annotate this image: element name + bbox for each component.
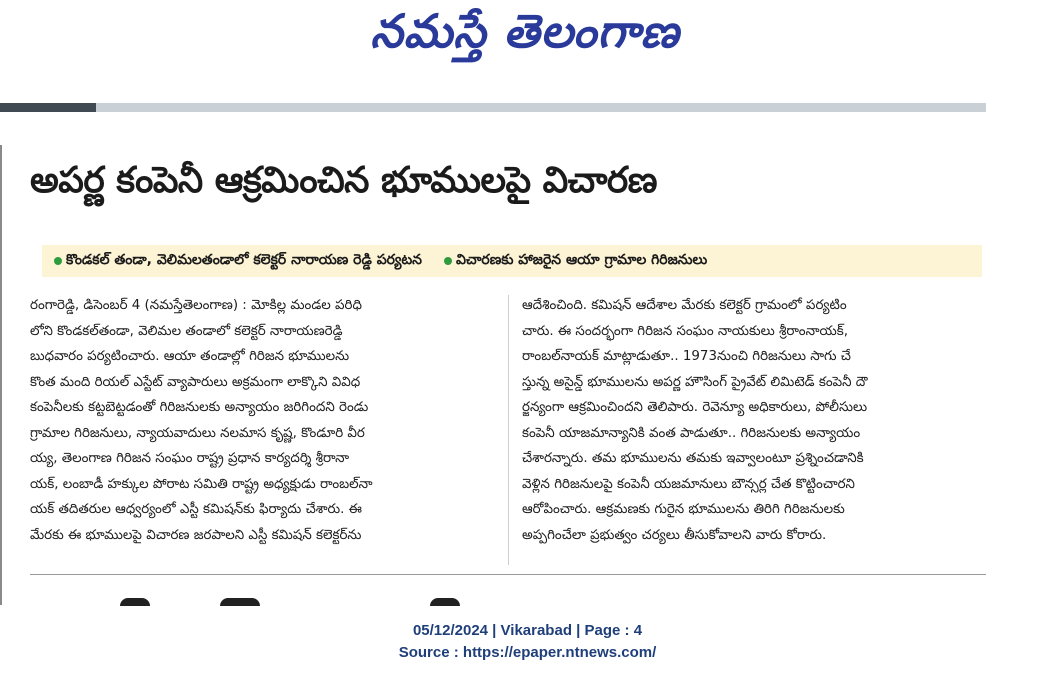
article-line: చారు. ఈ సందర్భంగా గిరిజన సంఘం నాయకులు శ్రీరాంనాయక్, bbox=[522, 323, 848, 339]
cropped-glyph bbox=[220, 598, 260, 606]
article-line: ఆదేశించింది. కమిషన్ ఆదేశాల మేరకు కలెక్టర్ గ్రామంలో పర్యటిం bbox=[522, 298, 847, 313]
bullet-icon bbox=[54, 257, 62, 265]
article-line: రాంబల్‌నాయక్ మాట్లాడుతూ.. 1973నుంచి గిరిజనులు సాగు చే bbox=[522, 349, 851, 364]
article-line: బుధవారం పర్యటించారు. ఆయా తండాల్లో గిరిజన భూములను bbox=[30, 349, 350, 364]
clipping-edge bbox=[0, 145, 2, 605]
cropped-next-headline bbox=[120, 590, 540, 606]
article-line: వెళ్లిన గిరిజనులపై కంపెనీ యజమానులు బౌన్సర్ల చేత కొట్టించారని bbox=[522, 476, 855, 492]
article-column-left bbox=[30, 293, 500, 548]
article-line: ఆరోపించారు. ఆక్రమణకు గురైన భూములను తిరిగి గిరిజనులకు bbox=[522, 502, 845, 517]
article-line: యక్, లంబాడీ హక్కుల పోరాట సమితి రాష్ట్ర అధ్యక్షుడు రాంబల్‌నా bbox=[30, 476, 373, 492]
newspaper-logo: నమస్తే తెలంగాణ bbox=[370, 4, 680, 58]
masthead-rule-accent bbox=[0, 103, 96, 112]
article-line: కంపెనీలకు కట్టబెట్టడంతో గిరిజనులకు అన్యాయం జరిగిందని రెండు bbox=[30, 400, 369, 415]
column-divider bbox=[508, 295, 509, 565]
article-bottom-rule bbox=[30, 574, 986, 575]
subhead-bar bbox=[42, 245, 982, 277]
article-line: అప్పగించేలా ప్రభుత్వం చర్యలు తీసుకోవాలని వారు కోరారు. bbox=[522, 527, 827, 543]
masthead-rule bbox=[96, 103, 986, 112]
article-line: చేశారన్నారు. తమ భూములను తమకు ఇవ్వాలంటూ ప్రశ్నించడానికి bbox=[522, 451, 864, 466]
article-line: గ్రామాల గిరిజనులు, న్యాయవాదులు నలమాస కృష్ణ, కొండూరి వీర bbox=[30, 425, 365, 441]
article-line: మేరకు ఈ భూములపై విచారణ జరపాలని ఎస్టీ కమిషన్ కలెక్టర్‌ను bbox=[30, 527, 362, 543]
cropped-glyph bbox=[430, 598, 460, 606]
article-line: రంగారెడ్డి, డిసెంబర్ 4 (నమస్తేతెలంగాణ) : మోకిల్ల మండల పరిధి bbox=[30, 298, 362, 313]
article-line: లోని కొండకల్‌తండా, వెలిమల తండాలో కలెక్టర్ నారాయణరెడ్డి bbox=[30, 323, 343, 339]
cropped-glyph bbox=[120, 598, 150, 606]
masthead bbox=[0, 0, 1055, 100]
bullet-icon bbox=[444, 257, 452, 265]
article-line: య్య, తెలంగాణ గిరిజన సంఘం రాష్ట్ర ప్రధాన కార్యదర్శి శ్రీరానా bbox=[30, 451, 350, 466]
subhead-item bbox=[432, 252, 707, 271]
article-line: ర్జన్యంగా ఆక్రమించిందని తెలిపారు. రెవెన్యూ అధికారులు, పోలీసులు bbox=[522, 400, 868, 415]
source-footer bbox=[0, 620, 1055, 664]
article-line: స్తున్న అసైన్డ్ భూములను అపర్ణ హౌసింగ్ ప్రైవేట్ లిమిటెడ్ కంపెనీ దౌ bbox=[522, 374, 868, 390]
article-line: కొంత మంది రియల్ ఎస్టేట్ వ్యాపారులు అక్రమంగా లాక్కొని వివిధ bbox=[30, 374, 361, 390]
footer-source: Source : https://epaper.ntnews.com/ bbox=[398, 644, 657, 661]
article-line: కంపెనీ యాజమాన్యానికి వంత పాడుతూ.. గిరిజనులకు అన్యాయం bbox=[522, 425, 861, 441]
article-headline: అపర్ణ కంపెనీ ఆక్రమించిన భూములపై విచారణ bbox=[30, 160, 657, 201]
subhead-text: కొండకల్ తండా, వెలిమలతండాలో కలెక్టర్ నారాయణ రెడ్డి పర్యటన bbox=[66, 251, 423, 268]
footer-date-page: 05/12/2024 | Vikarabad | Page : 4 bbox=[412, 622, 643, 639]
article-line: యక్ తదితరుల ఆధ్వర్యంలో ఎస్టీ కమిషన్‌కు ఫిర్యాదు చేశారు. ఈ bbox=[30, 502, 362, 517]
article-column-right bbox=[522, 293, 984, 548]
subhead-item bbox=[42, 252, 422, 271]
subhead-text: విచారణకు హాజరైన ఆయా గ్రామాల గిరిజనులు bbox=[456, 251, 708, 268]
